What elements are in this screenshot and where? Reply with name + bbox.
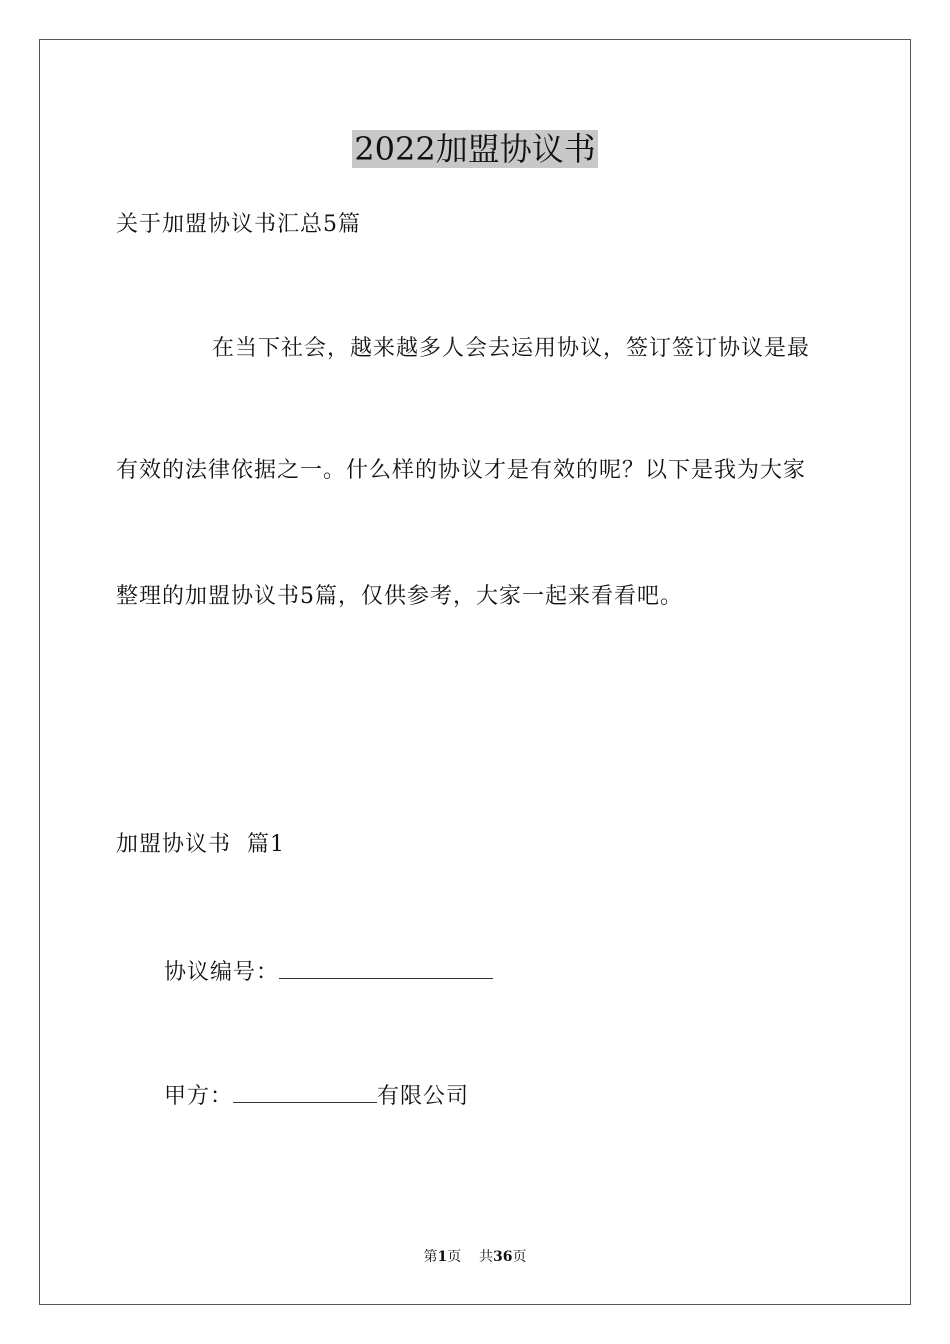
paragraph-line-1: 在当下社会，越来越多人会去运用协议，签订签订协议是最 <box>212 336 811 361</box>
footer-page-number: 1 <box>437 1249 448 1265</box>
agreement-number-field <box>164 956 493 988</box>
paragraph-line-3: 整理的加盟协议书5篇，仅供参考，大家一起来看看吧。 <box>116 584 683 609</box>
footer-total-prefix: 共 <box>479 1249 494 1265</box>
page-footer <box>0 1247 950 1267</box>
party-a-field <box>164 1080 469 1112</box>
document-title-text: 2022加盟协议书 <box>354 130 596 168</box>
document-title <box>0 128 950 170</box>
paragraph-line-2: 有效的法律依据之一。什么样的协议才是有效的呢？以下是我为大家 <box>116 458 807 483</box>
agreement-number-blank <box>279 956 493 979</box>
footer-total-pages: 36 <box>493 1249 513 1265</box>
party-a-label: 甲方： <box>164 1084 234 1109</box>
agreement-number-label: 协议编号： <box>164 960 280 985</box>
footer-page-prefix: 第 <box>423 1249 438 1265</box>
party-a-suffix: 有限公司 <box>377 1084 470 1109</box>
footer-page-suffix: 页 <box>447 1249 462 1265</box>
footer-total-suffix: 页 <box>512 1249 527 1265</box>
party-a-blank <box>233 1080 377 1103</box>
document-subtitle: 关于加盟协议书汇总5篇 <box>116 212 361 237</box>
section-heading: 加盟协议书 篇1 <box>116 832 285 857</box>
